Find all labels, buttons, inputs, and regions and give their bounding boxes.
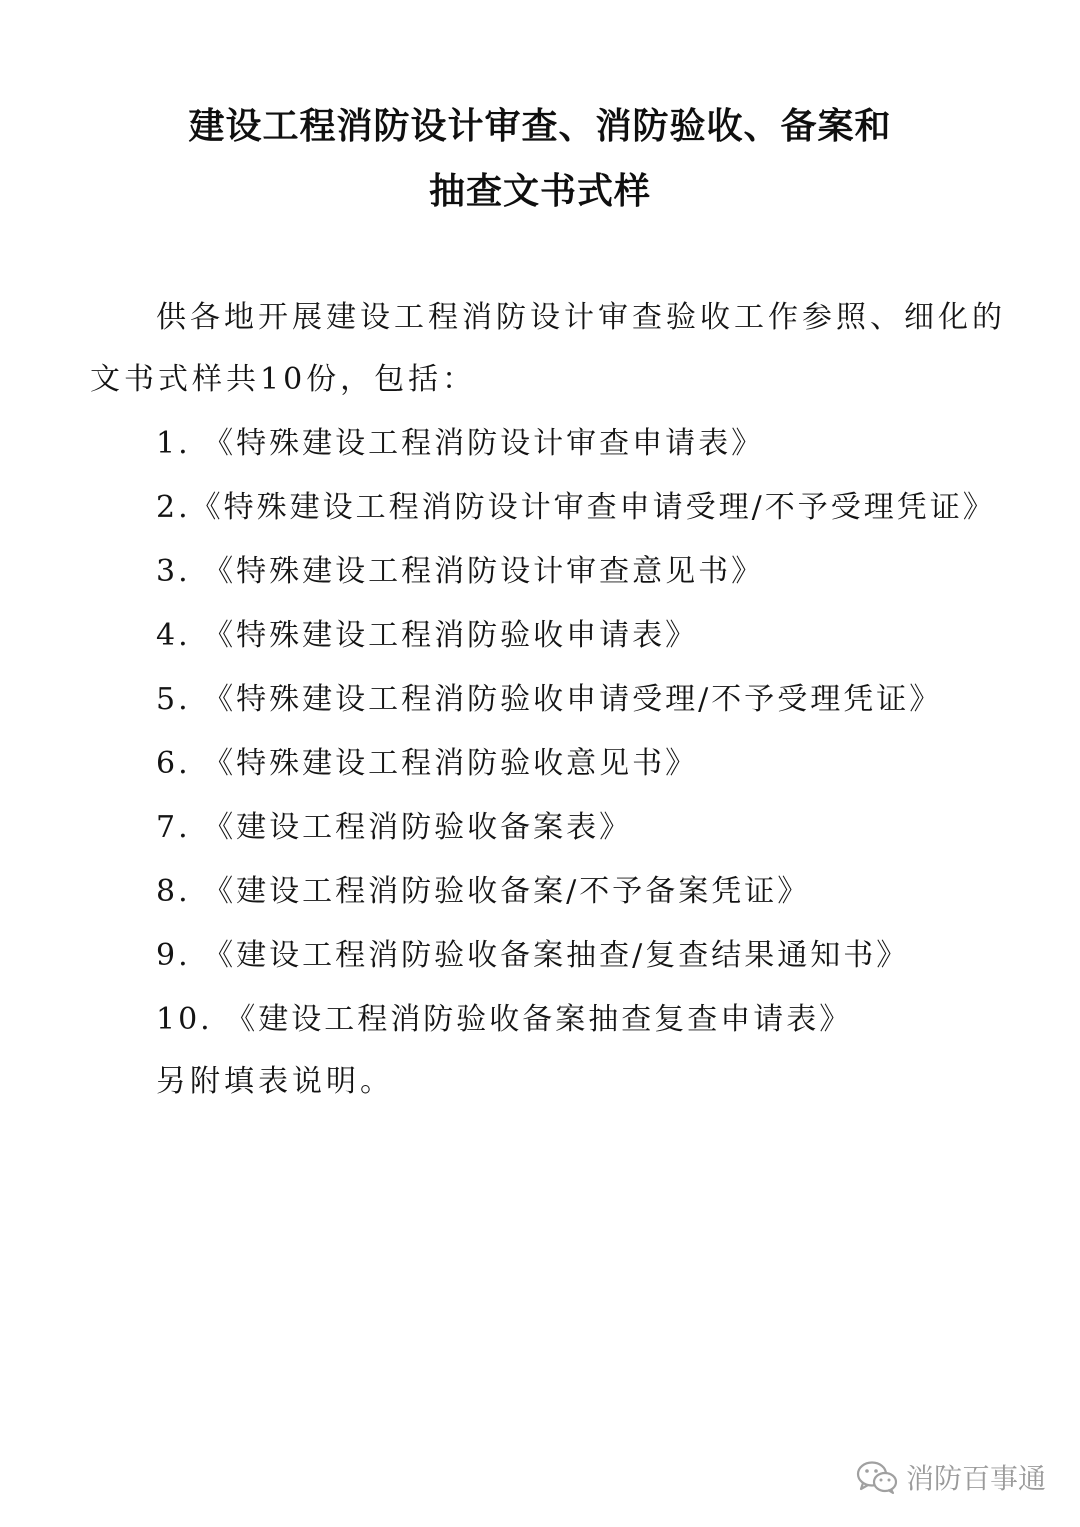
list-item: 4. 《特殊建设工程消防验收申请表》 — [156, 618, 699, 653]
watermark — [856, 1457, 1046, 1497]
list-item: 8. 《建设工程消防验收备案/不予备案凭证》 — [156, 874, 811, 909]
list-item: 3. 《特殊建设工程消防设计审查意见书》 — [156, 554, 765, 589]
document-title-line-1: 建设工程消防设计审查、消防验收、备案和 — [188, 105, 892, 147]
intro-line-2: 文书式样共10份，包括： — [90, 362, 477, 397]
document-title-line-2: 抽查文书式样 — [428, 170, 651, 212]
list-item: 7. 《建设工程消防验收备案表》 — [156, 810, 633, 845]
list-item: 9. 《建设工程消防验收备案抽查/复查结果通知书》 — [156, 938, 910, 973]
list-item: 1. 《特殊建设工程消防设计审查申请表》 — [156, 426, 765, 461]
intro-line-1: 供各地开展建设工程消防设计审查验收工作参照、细化的 — [156, 300, 1006, 335]
list-item: 6. 《特殊建设工程消防验收意见书》 — [156, 746, 699, 781]
closing-note: 另附填表说明。 — [156, 1064, 394, 1099]
watermark-text: 消防百事通 — [905, 1462, 1046, 1495]
document-list — [156, 418, 996, 1058]
wechat-icon — [856, 1460, 898, 1494]
list-item: 5. 《特殊建设工程消防验收申请受理/不予受理凭证》 — [156, 682, 943, 717]
list-item: 10. 《建设工程消防验收备案抽查复查申请表》 — [156, 1002, 853, 1037]
list-item: 2.《特殊建设工程消防设计审查申请受理/不予受理凭证》 — [156, 490, 996, 525]
